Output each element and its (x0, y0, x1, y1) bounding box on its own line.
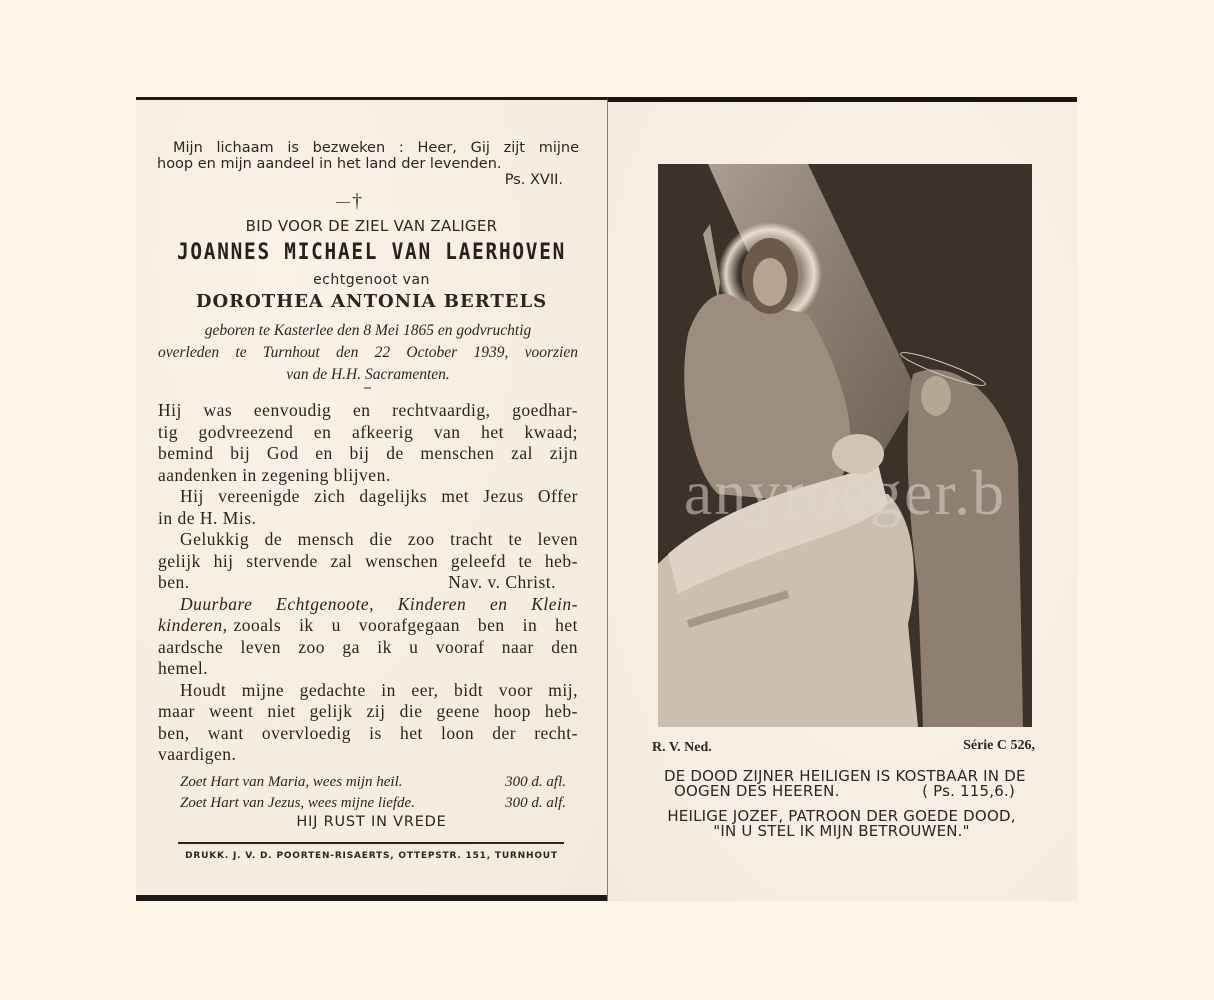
death-of-saint-joseph-illustration (658, 164, 1032, 727)
paragraph-line: gelijk hij stervende zal wenschen geleefd te heb- (158, 550, 578, 571)
biography-line: van de H.H. Sacramenten. (286, 366, 450, 383)
mary-face (921, 376, 951, 416)
divider (178, 842, 564, 844)
spouse-label: echtgenoot van (313, 272, 430, 288)
indulgence-row: Zoet Hart van Jezus, wees mijne liefde. 300 d. alf. (180, 795, 566, 811)
invocation-line: "IN U STEL IK MIJN BETROUWEN." (713, 822, 970, 840)
paragraph-line: aardsche leven zoo ga ik u vooraf naar den (158, 636, 578, 657)
memorial-card-image-side (607, 97, 1077, 901)
biography-line: geboren te Kasterlee den 8 Mei 1865 en godvruchtig (204, 322, 532, 339)
body-text (158, 400, 578, 766)
separator: – (364, 380, 371, 395)
jesus-face (753, 258, 787, 306)
paragraph-line: in de H. Mis. (158, 507, 257, 528)
address-line: Duurbare Echtgenoote, Kinderen en Klein- (180, 593, 578, 614)
quote-source: Nav. v. Christ. (448, 572, 556, 592)
paragraph-line: bemind bij God en bij de menschen zal zijn (158, 443, 578, 463)
devotional-picture (658, 164, 1032, 727)
cross-icon: † (336, 190, 362, 213)
paragraph-line: Hij was eenvoudig en rechtvaardig, goedhar- (158, 400, 578, 420)
indulgences (180, 772, 566, 814)
verse-line: DE DOOD ZIJNER HEILIGEN IS KOSTBAAR IN DE (664, 767, 1026, 785)
spouse-name: DOROTHEA ANTONIA BERTELS (195, 291, 548, 312)
paragraph-line: Houdt mijne gedachte in eer, bidt voor mij, (180, 679, 578, 700)
paragraph-line: hemel. (158, 658, 209, 678)
publisher-label: R. V. Ned. (652, 740, 712, 755)
paragraph-line: Hij vereenigde zich dagelijks met Jezus Offer (180, 486, 578, 506)
invocation-line: HEILIGE JOZEF, PATROON DER GOEDE DOOD, (667, 807, 1016, 825)
watermark-text: anyroeger.b (683, 457, 1007, 528)
epigraph-reference: Ps. XVII. (504, 172, 563, 188)
biography-line: overleden te Turnhout den 22 October 1939, voorzien (158, 344, 578, 361)
paragraph-line: ben, want overvloedig is het loon der recht- (158, 722, 578, 743)
paragraph-line: maar weent niet gelijk zij die geene hoop heb- (158, 701, 578, 721)
paragraph-line: tig godvreezend en afkeerig van het kwaad; (158, 421, 578, 442)
closing-text: HIJ RUST IN VREDE (296, 814, 447, 830)
epigraph-line: hoop en mijn aandeel in het land der levenden. (157, 156, 502, 172)
verse (664, 767, 1026, 800)
paragraph-line: aandenken in zegening blijven. (158, 464, 391, 485)
epigraph (157, 140, 579, 188)
paragraph-line: Gelukkig de mensch die zoo tracht te leven (180, 529, 578, 549)
biography (158, 320, 578, 386)
indulgence-row: Zoet Hart van Maria, wees mijn heil. 300 d. afl. (180, 774, 566, 790)
verse-reference: ( Ps. 115,6.) (922, 782, 1015, 800)
verse-line: OOGEN DES HEEREN. (674, 782, 840, 800)
paragraph-line: zooals ik u voorafgegaan ben in het (233, 615, 578, 635)
deceased-name: JOANNES MICHAEL VAN LAERHOVEN (176, 240, 567, 265)
printer-imprint: DRUKK. J. V. D. POORTEN-RISAERTS, OTTEPSTR. 151, TURNHOUT (185, 851, 558, 861)
prayer-heading: BID VOOR DE ZIEL VAN ZALIGER (245, 217, 498, 235)
paragraph-line: ben. (158, 572, 190, 592)
series-label: Série C 526, (963, 738, 1035, 753)
paragraph-line: vaardigen. (158, 744, 237, 764)
epigraph-line: Mijn lichaam is bezweken : Heer, Gij zijt mijne (173, 140, 579, 156)
address-kinderen: kinderen, (158, 615, 228, 635)
memorial-card-text-side (136, 97, 607, 901)
invocation (664, 809, 1019, 839)
